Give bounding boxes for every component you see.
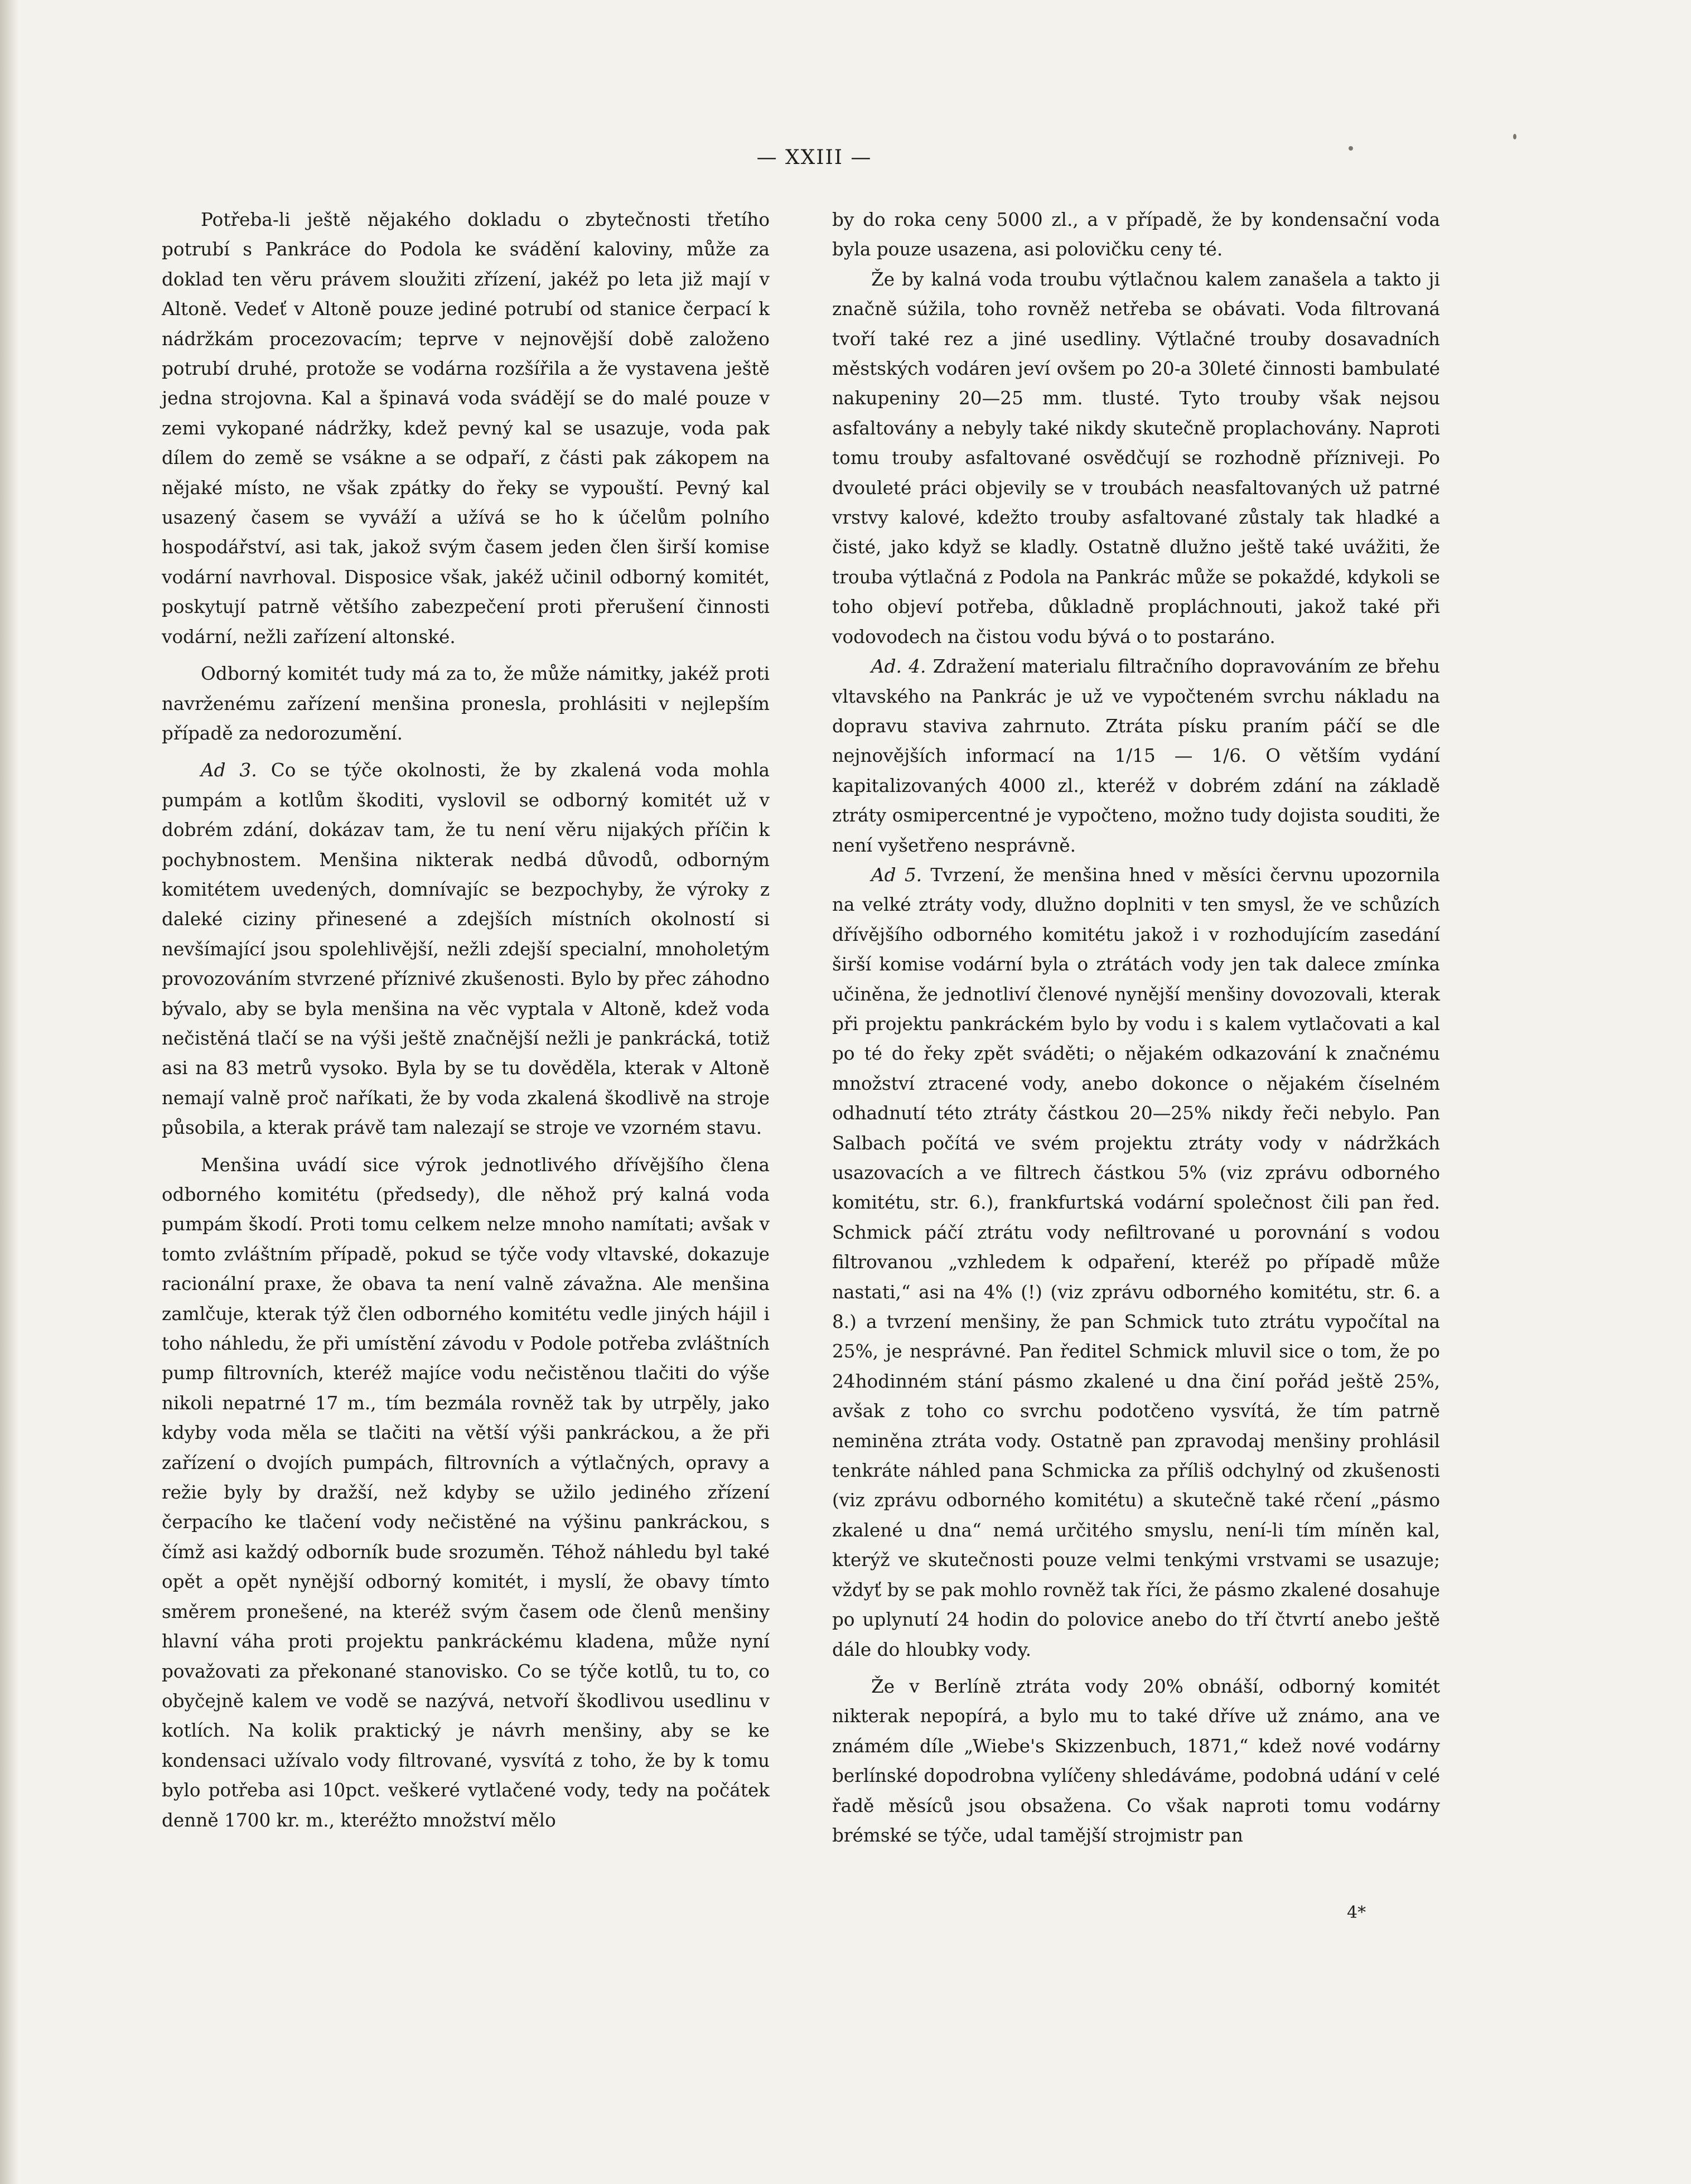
page-number: — XXIII — [756,146,872,169]
paragraph [162,659,770,748]
paragraph-text: Potřeba-li ještě nějakého dokladu o zbytečnosti třetího potrubí s Pankráce do Podola ke svádění kaloviny, může za doklad ten věru právem sloužiti zřízení, jakéž po leta již mají v Altoně. Vedeť v Altoně pouze jediné potrubí od stanice čerpací k nádržkám procezovacím; teprve v nejnovější době založeno potrubí druhé, protože se vodárna rozšířila a že vystavena ještě jedna strojovna. Kal a špinavá voda svádějí se do malé pouze v zemi vykopané nádržky, kdež pevný kal se usazuje, voda pak dílem do země se vsákne a se odpaří, z části pak zákopem na nějaké místo, ne však zpátky do řeky se vypouští. Pevný kal usazený časem se vyváží a užívá se ho k účelům polního hospodářství, asi tak, jakož svým časem jeden člen širší komise vodární navrhoval. Disposice však, jakéž učinil odborný komitét, poskytují patrně většího zabezpečení proti přerušení činnosti vodární, nežli zařízení altonské. [162,209,770,648]
section-label: Ad 5. [871,864,922,886]
page-gutter-shadow [0,0,19,2184]
dust-speck [1513,134,1516,139]
paragraph [832,652,1440,861]
paragraph [832,1672,1440,1850]
paragraph-text: Že by kalná voda troubu výtlačnou kalem zanašela a takto ji značně súžila, toho rovněž netřeba se obávati. Voda filtrovaná tvoří také rez a jiné usedliny. Výtlačné trouby dosavadních městských vodáren jeví ovšem po 20-a 30leté činnosti bambulaté nakupeniny 20—25 mm. tlusté. Tyto trouby však nejsou asfaltovány a nebyly také nikdy skutečně proplachovány. Naproti tomu trouby asfaltované osvědčují se rozhodně přízniveji. Po dvouleté práci objevily se v troubách neasfaltovaných už patrné vrstvy kalové, kdežto trouby asfaltované zůstaly tak hladké a čisté, jako když se kladly. Ostatně dlužno ještě také uvážiti, že trouba výtlačná z Podola na Pankrác může se pokaždé, kdykoli se toho objeví potřeba, důkladně propláchnouti, jakož také při vodovodech na čistou vodu bývá o to postaráno. [832,268,1440,648]
paragraph-text: Zdražení materialu filtračního dopravováním ze břehu vltavského na Pankrác je už ve vypočteném svrchu nákladu na dopravu staviva zahrnuto. Ztráta písku praním páčí se dle nejnovějších informací na 1/15 — 1/6. O větším vydání kapitalizovaných 4000 zl., kteréž v dobrém zdání na základě ztráty osmipercentné je vypočteno, možno tudy dojista souditi, že není vyšetřeno nesprávně. [832,656,1440,856]
paragraph-text: Že v Berlíně ztráta vody 20% obnáší, odborný komitét nikterak nepopírá, a bylo mu to také dříve už známo, ana ve známém díle „Wiebe's Skizzenbuch, 1871,“ kdež nové vodárny berlínské dopodrobna vylíčeny shledáváme, podobná udání v celé řadě měsíců jsou obsažena. Co však naproti tomu vodárny brémské se týče, udal tamější strojmistr pan [832,1675,1440,1846]
paragraph-text: by do roka ceny 5000 zl., a v případě, že by kondensační voda byla pouze usazena, asi polovičku ceny té. [832,209,1440,260]
paragraph [832,861,1440,1665]
section-label: Ad 3. [201,760,257,781]
paragraph [832,205,1440,265]
paragraph [162,756,770,1143]
signature-mark: 4* [1347,1903,1366,1922]
paragraph-text: Odborný komitét tudy má za to, že může námitky, jakéž proti navrženému zařízení menšina pronesla, prohlásiti v nejlepším případě za nedorozumění. [162,663,770,744]
left-column [162,205,770,1835]
paragraph [832,265,1440,652]
section-label: Ad. 4. [871,656,926,678]
paragraph-text: Tvrzení, že menšina hned v měsíci červnu upozornila na velké ztráty vody, dlužno doplniti v ten smysl, že ve schůzích dřívějšího odborného komitétu jakož i v rozhodujícím zasedání širší komise vodární byla o ztrátách vody jen tak dalece zmínka učiněna, že jednotliví členové nynější menšiny dovozovali, kterak při projektu pankráckém bylo by vodu i s kalem vytlačovati a kal po té do řeky zpět sváděti; o nějakém odkazování k značnému množství ztracené vody, anebo dokonce o nějakém číselném odhadnutí této ztráty částkou 20—25% nikdy řeči nebylo. Pan Salbach počítá ve svém projektu ztráty vody v nádržkách usazovacích a ve filtrech částkou 5% (viz zprávu odborného komitétu, str. 6.), frankfurtská vodární společnost čili pan řed. Schmick páčí ztrátu vody nefiltrované u porovnání s vodou filtrovanou „vzhledem k odpaření, kteréž po případě může nastati,“ asi na 4% (!) (viz zprávu odborného komitétu, str. 6. a 8.) a tvrzení menšiny, že pan Schmick tuto ztrátu vypočítal na 25%, je nesprávné. Pan ředitel Schmick mluvil sice o tom, že po 24hodinném stání pásmo zkalené u dna činí pořád ještě 25%, avšak z toho co svrchu podotčeno vysvítá, že tím patrně neminěna ztráta vody. Ostatně pan zpravodaj menšiny prohlásil tenkráte náhled pana Schmicka za příliš odchylný od zkušenosti (viz zprávu odborného komitétu) a skutečně také rčení „pásmo zkalené u dna“ nemá určitého smyslu, není-li tím míněn kal, kterýž ve skutečnosti pouze velmi tenkými vrstvami se usazuje; vždyť by se pak mohlo rovněž tak říci, že pásmo zkalené dosahuje po uplynutí 24 hodin do polovice anebo do tří čtvrtí anebo ještě dále do hloubky vody. [832,864,1441,1660]
paragraph [162,1151,770,1835]
paragraph-text: Co se týče okolnosti, že by zkalená voda mohla pumpám a kotlům škoditi, vyslovil se odborný komitét už v dobrém zdání, dokázav tam, že tu není věru nijakých příčin k pochybnostem. Menšina nikterak nedbá důvodů, odborným komitétem uvedených, domnívajíc se bezpochyby, že výroky z daleké ciziny přinesené a zdejších místních okolností si nevšímající jsou spolehlivější, nežli zdejší specialní, mnoholetým provozováním stvrzené příznivé zkušenosti. Bylo by přec záhodno bývalo, aby se byla menšina na věc vyptala v Altoně, kdež voda nečistěná tlačí se na výši ještě značnější nežli je pankrácká, totiž asi na 83 metrů vysoko. Byla by se tu dověděla, kterak v Altoně nemají valně proč naříkati, že by voda zkalená škodlivě na stroje působila, a kterak právě tam nalezají se stroje ve vzorném stavu. [162,760,770,1139]
paragraph-text: Menšina uvádí sice výrok jednotlivého dřívějšího člena odborného komitétu (předsedy), dle něhož prý kalná voda pumpám škodí. Proti tomu celkem nelze mnoho namítati; avšak v tomto zvláštním případě, pokud se týče vody vltavské, dokazuje racionální praxe, že obava ta není valně závažna. Ale menšina zamlčuje, kterak týž člen odborného komitétu vedle jiných hájil i toho náhledu, že při umístění závodu v Podole potřeba zvláštních pump filtrovních, kteréž majíce vodu nečistěnou tlačiti do výše nikoli nepatrné 17 m., tím bezmála rovněž tak by utrpěly, jako kdyby voda měla se tlačiti na větší výši pankráckou, a že při zařízení o dvojích pumpách, filtrovních a výtlačných, opravy a režie byly by dražší, než kdyby se užilo jediného zřízení čerpacího ke tlačení vody nečistěné na výšinu pankráckou, s čímž asi každý odborník bude srozuměn. Téhož náhledu byl také opět a opět nynější odborný komitét, i myslí, že obavy tímto směrem pronešené, na kteréž svým časem ode členů menšiny hlavní váha proti projektu pankráckému kladena, může nyní považovati za překonané stanovisko. Co se týče kotlů, tu to, co obyčejně kalem ve vodě se nazývá, netvoří škodlivou usedlinu v kotlích. Na kolik praktický je návrh menšiny, aby se ke kondensaci užívalo vody filtrované, vysvítá z toho, že by k tomu bylo potřeba asi 10pct. veškeré vytlačené vody, tedy na počátek denně 1700 kr. m., kteréžto množství mělo [162,1154,770,1831]
right-column [832,205,1440,1850]
dust-speck [1349,146,1353,151]
paragraph [162,205,770,652]
